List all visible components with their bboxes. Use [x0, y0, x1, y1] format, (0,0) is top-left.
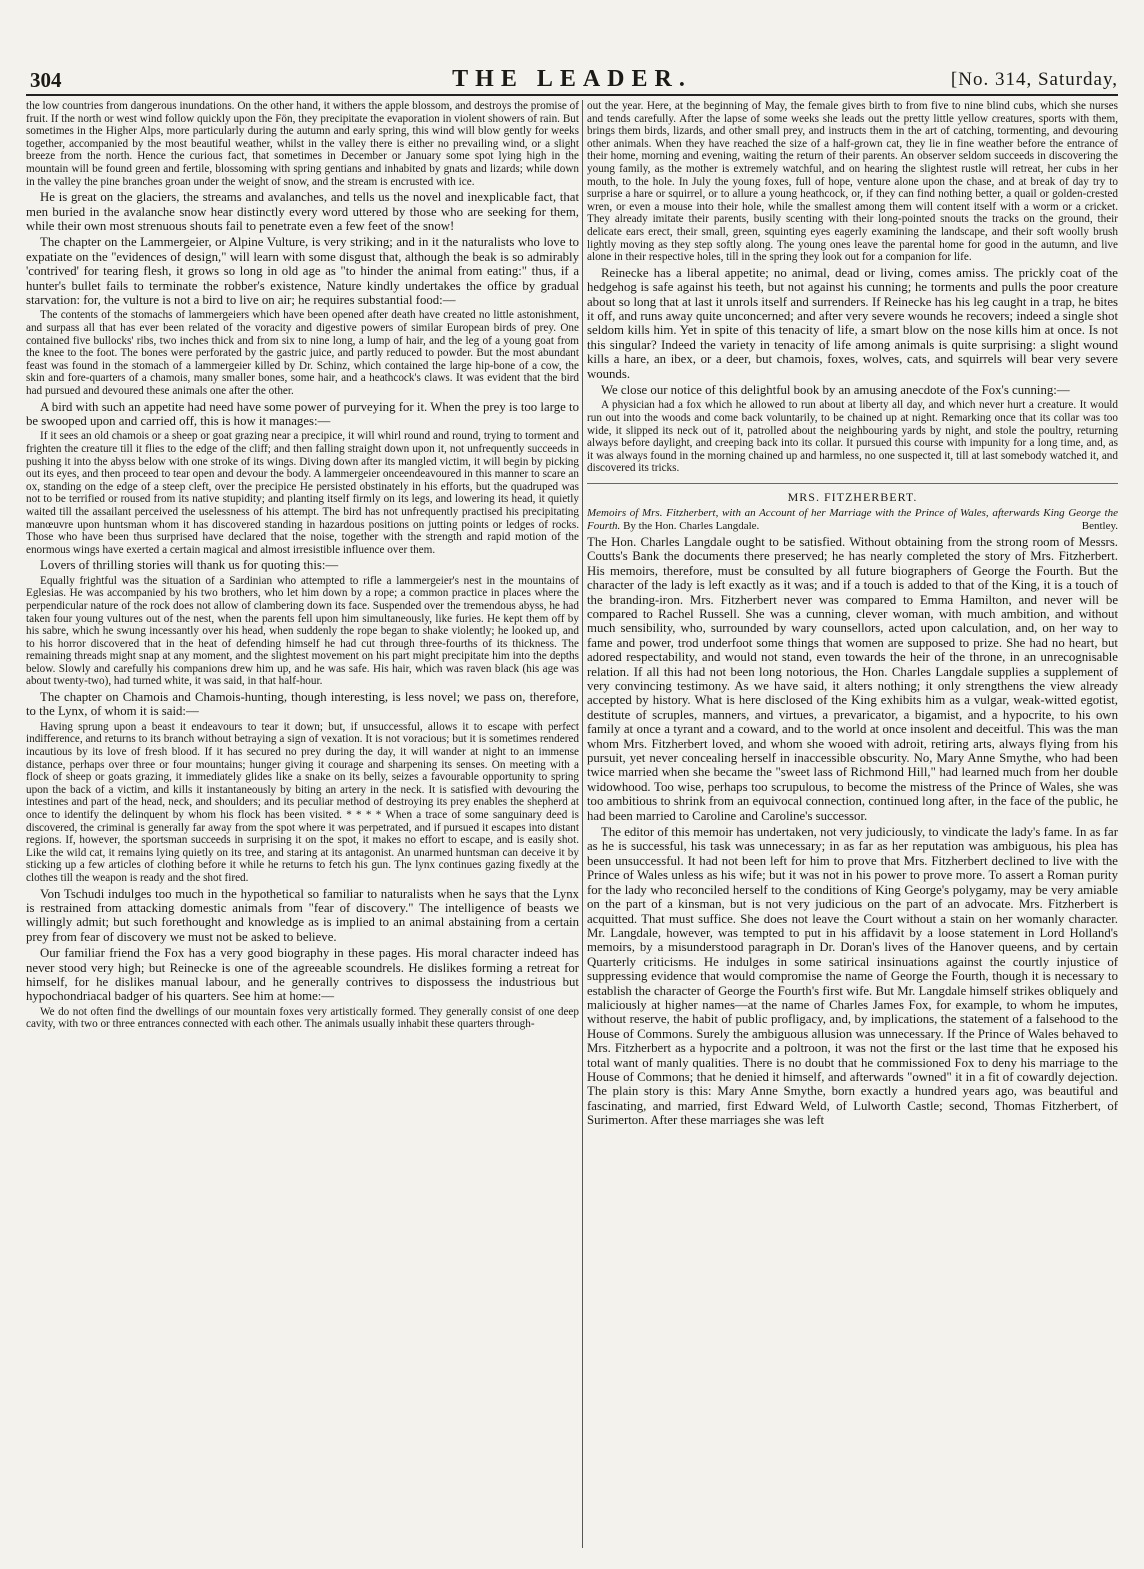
page-header: [26, 66, 1118, 96]
book-publisher: Bentley.: [1081, 519, 1118, 532]
masthead: THE LEADER.: [452, 66, 692, 92]
page-number: 304: [30, 68, 62, 92]
paragraph: Our familiar friend the Fox has a very good biography in these pages. His moral character indeed has never stood very high; but Reinecke is one of the agreeable scoundrels. He dislikes forming a retreat for himself, for he dislikes manual labour, and he generally contrives to dispossess the industrious but hypochondriacal badger of his quarters. See him at home:—: [26, 946, 579, 1004]
section-rule: [587, 483, 1118, 484]
paragraph: The Hon. Charles Langdale ought to be satisfied. Without obtaining from the strong room of Messrs. Coutts's Bank the documents there preserved; he has nearly completed the story of Mrs. Fitzherbert. His memoirs, therefore, must be consulted by all future biographers of George the Fourth. But the character of the lady is left exactly as it was; and if a touch is added to that of the King, it is a touch of the branding-iron. Mrs. Fitzherbert never was compared to Emma Hamilton, and never will be compared to Rachel Russell. She was a cunning, clever woman, with much ambition, and without much sensibility, who, surrounded by wary counsellors, acted upon calculation, and, on her way to fame and power, trod underfoot some things that women are supposed to prize. She had no heart, but adored respectability, and would not stand, even towards the heir of the throne, in an unrecognisable relation. If all this had not been long notorious, the Hon. Charles Langdale supplies a supplement of very convincing testimony. As we have said, it alters nothing; it only strengthens the view already accepted by history. What is here disclosed of the King exhibits him as a vulgar, weak-witted egotist, destitute of scruples, manners, and virtues, a prevaricator, a bigamist, and a hypocrite, to his own family at once a tyrant and a coward, and to the world at once insolent and deceitful. This was the man whom Mrs. Fitzherbert loved, and whom she wooed with adroit, retiring arts, always flying from his pursuit, yet never concealing herself in inaccessible obscurity. No, Mary Anne Smythe, who had been twice married when she became the "sweet lass of Richmond Hill," had learned much from her double widowhood. Too wise, perhaps too scrupulous, to become the mistress of the Prince of Wales, she was too ambitious to shrink from an equivocal connection, continued long after, in the face of the public, he had been married to Caroline and Caroline's successor.: [587, 534, 1118, 823]
quotation: A physician had a fox which he allowed to run about at liberty all day, and which never hurt a creature. It would run out into the woods and come back voluntarily, to be chained up at night. Remarking once that its collar was too wide, it slipped its neck out of it, patrolled about the neighbouring yards by night, and stole the poultry, returning always before daylight, and creeping back into its collar. It pursued this course with impunity for a long time, and, as it was always found in the morning chained up and harmless, no one suspected it, till at last somebody watched it, and discovered its tricks.: [587, 399, 1118, 475]
paragraph: Von Tschudi indulges too much in the hypothetical so familiar to naturalists when he says that the Lynx is restrained from attacking domestic animals from "fear of discovery." The intelligence of beasts we willingly admit; but such forethought and knowledge as is implied to an animal abstaining from a certain prey from fear of discovery we must not be asked to believe.: [26, 886, 579, 944]
paragraph: The chapter on Chamois and Chamois-hunting, though interesting, is less novel; we pass on, therefore, to the Lynx, of whom it is said:—: [26, 690, 579, 719]
issue-line: [No. 314, Saturday,: [950, 69, 1118, 90]
right-column: [587, 100, 1118, 1548]
section-title: MRS. FITZHERBERT.: [787, 489, 918, 504]
paragraph: A bird with such an appetite had need have some power of purveying for it. When the prey is too large to be swooped upon and carried off, this is how it manages:—: [26, 399, 579, 428]
paragraph: Reinecke has a liberal appetite; no animal, dead or living, comes amiss. The prickly coat of the hedgehog is safe against his teeth, but not against his cunning; he torments and pulls the poor creature about so long that at last it unrols itself and surrenders. If Reinecke has his leg caught in a trap, he bites it off, and runs away quite unconcerned; and after very severe wounds he recovers; indeed a single shot seldom kills him. Yet in spite of this tenacity of life, a smart blow on the nose kills him at once. Is not this singular? Indeed the variety in tenacity of life among animals is quite surprising: a slight wound kills a hare, an ibex, or a deer, but chamois, foxes, wolves, cats, and squirrels will bear very severe wounds.: [587, 265, 1118, 381]
left-column: [26, 100, 579, 1548]
book-author: By the Hon. Charles Langdale.: [623, 519, 760, 532]
quotation: Having sprung upon a beast it endeavours to tear it down; but, if unsuccessful, allows it to escape with perfect indifference, and returns to its branch without betraying a sign of vexation. It is not voracious; but it is sometimes rendered incautious by its love of fresh blood. If it has secured no prey during the day, it will wander at night to an immense distance, perhaps over three or four mountains; hunger giving it courage and sharpening its senses. On meeting with a flock of sheep or goats grazing, it immediately glides like a snake on its belly, seizes a favourable opportunity to spring upon the back of a victim, and kills it instantaneously by biting an artery in the neck. It is satisfied with devouring the intestines and part of the head, neck, and shoulders; and its peculiar method of destroying its prey enables the shepherd at once to identify the delinquent by whom his flock has been visited. * * * * When a trace of some sanguinary deed is discovered, the criminal is generally far away from the spot where it was perpetrated, and if pursued it escapes into distant regions. If, however, the sportsman succeeds in surprising it on the spot, it makes no effort to escape, and is easily shot. Like the wild cat, it remains lying quietly on its tree, and staring at its antagonist. An unarmed huntsman can deceive it by sticking up a few articles of clothing before it while he returns to fetch his gun. The lynx continues gazing fixedly at the clothes till the weapon is ready and the shot fired.: [26, 720, 579, 884]
quotation: The contents of the stomachs of lammergeiers which have been opened after death have created no little astonishment, and surpass all that has ever been related of the voracity and digestive powers of similar European birds of prey. One contained five bullocks' ribs, two inches thick and from six to nine long, a lump of hair, and the leg of a young goat from the knee to the foot. The bones were perforated by the gastric juice, and partly reduced to powder. But the most abundant feast was found in the stomach of a lammergeier killed by Dr. Schinz, which contained the large hip-bone of a cow, the skin and fore-quarters of a chamois, many smaller bones, some hair, and a heathcock's claws. It was evident that the bird had pursued and devoured these animals one after the other.: [26, 309, 579, 397]
paragraph: The chapter on the Lammergeier, or Alpine Vulture, is very striking; and in it the naturalists who love to expatiate on the "evidences of design," will learn with some disgust that, although the beak is so admirably 'contrived' for tearing flesh, it grows so long in old age as "to hinder the animal from eating:" thus, if a hunter's bullet fails to terminate the robber's existence, Nature kindly undertakes the office by gradual starvation: for, the vulture is not a bird to live on air; he requires substantial food:—: [26, 235, 579, 307]
column-divider: [582, 100, 583, 1548]
quotation: out the year. Here, at the beginning of May, the female gives birth to from five to nine blind cubs, which she nurses and tends carefully. After the lapse of some weeks she leads out the pretty little yellow creatures, sports with them, brings them birds, lizards, and other small prey, and instructs them in the art of catching, tormenting, and devouring other animals. When they have reached the size of a half-grown cat, they lie in fine weather before the entrance of their home, morning and evening, waiting the return of their parents. An observer seldom succeeds in discovering the young family, as the mother is extremely watchful, and on hearing the slightest rustle will retreat, her cubs in her mouth, to the hole. In July the young foxes, full of hope, venture alone upon the chase, and at break of day try to surprise a hare or squirrel, or to allure a young heathcock, or, if they can find nothing better, a quail or golden-crested wren, or even a mouse into their hole, while the smallest among them will content itself with a worm or a cricket. They already imitate their parents, busily scenting with their long-pointed snouts the tracks on the ground, their delicate ears erect, their small, green, squinting eyes eagerly examining the landscape, and their soft woolly brush lightly moving as they step softly along. The young ones leave the parental home for good in the autumn, and live alone in their respective holes, till in the spring they look out for a companion for life.: [587, 100, 1118, 264]
paragraph: We close our notice of this delightful book by an amusing anecdote of the Fox's cunning:—: [601, 382, 1070, 397]
book-title: Memoirs of Mrs. Fitzherbert, with an Account of her Marriage with the Prince of Wales, afterwards King George the Fourth.: [587, 507, 1118, 532]
quotation: If it sees an old chamois or a sheep or goat grazing near a precipice, it will whirl round and round, trying to torment and frighten the creature till it flies to the edge of the cliff; and then falling straight down upon it, not unfrequently succeeds in pushing it into the abyss below with one stroke of its wings. Diving down after its mangled victim, it will begin by picking out its eyes, and then proceed to tear open and devour the body. A lammergeier onceendeavoured in this manner to scare an ox, standing on the edge of a steep cleft, over the precipice He persisted obstinately in his efforts, but the quadruped was not to be terrified or roused from its native stupidity; and planting itself firmly on its legs, and lowering its head, it quietly waited till the assailant perceived the uselessness of his attempt. The bird has not unfrequently practised his precipitating manœuvre upon huntsman whom it has discovered standing in hazardous positions on jutting points or ledges of rocks. Those who have been thus surprised have declared that the noise, together with the strength and rapid motion of the enormous wings have exerted a certain magical and almost irresistible influence over them.: [26, 430, 579, 556]
quotation: We do not often find the dwellings of our mountain foxes very artistically formed. They generally consist of one deep cavity, with two or three entrances connected with each other. The animals usually inhabit these quarters through-: [26, 1005, 579, 1031]
paragraph: the low countries from dangerous inundations. On the other hand, it withers the apple blossom, and destroys the promise of fruit. If the north or west wind follow quickly upon the Fön, they precipitate the evaporation in violent showers of rain. But sometimes in the Higher Alps, more particularly during the autumn and early spring, this wind will blow gently for weeks together, accompanied by the most beautiful weather, whilst in the valley there is either no prevailing wind, or a slight breeze from the north. Hence the curious fact, that sometimes in December or January some spot lying high in the mountain will be found green and fertile, blossoming with spring gentians and inhabited by gnats and lizards; while down in the valley the pine branches groan under the weight of snow, and the stream is encrusted with ice.: [26, 100, 579, 188]
paragraph: The editor of this memoir has undertaken, not very judiciously, to vindicate the lady's fame. In as far as he is successful, his task was unnecessary; in as far as her reputation was ambiguous, his plea has been unsuccessful. It had not been left for him to prove that Mrs. Fitzherbert declined to live with the Prince of Wales unless as his wife; but it was not in his power to prove more. To assert a Roman purity for the lady who reconciled herself to the conditions of King George's polygamy, may be very amiable on the part of a kinsman, but is not very judicious on the part of an advocate. Mrs. Fitzherbert is acquitted. That must suffice. She does not leave the Court without a stain on her womanly character. Mr. Langdale, however, was tempted to put in his affidavit by a loose statement in Lord Holland's memoirs, by a misunderstood paragraph in Dr. Doran's lives of the Hanover queens, and by certain Quarterly criticisms. He indulges in some satirical insinuations against the courtly injustice of suppressing evidence that would compromise the name of George the Fourth, though it is necessary to establish the character of George the Fourth's first wife. But Mr. Langdale himself strikes obliquely and maliciously at higher names—at the name of Charles James Fox, for example, to whom he imputes, without reserve, the habit of public profligacy, and, by implications, the statement of a falsehood to the House of Commons. Surely the ambiguous allusion was unnecessary. If the Prince of Wales behaved to Mrs. Fitzherbert as a hypocrite and a poltroon, it was not the first or the last time that he exposed his total want of manly qualities. There is no doubt that he commissioned Fox to deny his marriage to the House of Commons; that he denied it himself, and afterwards "owned" it in a fit of cowardly dejection. The plain story is this: Mary Anne Smythe, born exactly a hundred years ago, was beautiful and fascinating, and married, first Edward Weld, of Lulworth Castle; second, Thomas Fitzherbert, of Surimerton. After these marriages she was left: [587, 825, 1118, 1128]
paragraph: Lovers of thrilling stories will thank us for quoting this:—: [40, 558, 339, 573]
paragraph: He is great on the glaciers, the streams and avalanches, and tells us the novel and inexplicable fact, that men buried in the avalanche snow hear distinctly every word uttered by those who are seeking for them, while their own most strenuous shouts fail to penetrate even a few feet of the snow!: [26, 190, 579, 233]
quotation: Equally frightful was the situation of a Sardinian who attempted to rifle a lammergeier's nest in the mountains of Eglesias. He was accompanied by his two brothers, who let him down by a rope; a common practice in places where the perpendicular nature of the rock does not allow of clambering down its face. Suspended over the tremendous abyss, he had taken four young vultures out of the nest, when the parents fell upon him simultaneously, like furies. He kept them off by his sabre, which he swung incessantly over his head, when suddenly the rope began to shake violently; he looked up, and to his horror discovered that in the heat of defending himself he had cut through three-fourths of its thickness. The remaining threads might snap at any moment, and the slightest movement on his part might precipitate him into the depths below. Slowly and carefully his companions drew him up, and he was safe. His hair, which was raven black (his age was about twenty-two), had turned white, it was said, in that half-hour.: [26, 574, 579, 688]
review-citation: [587, 507, 1118, 532]
